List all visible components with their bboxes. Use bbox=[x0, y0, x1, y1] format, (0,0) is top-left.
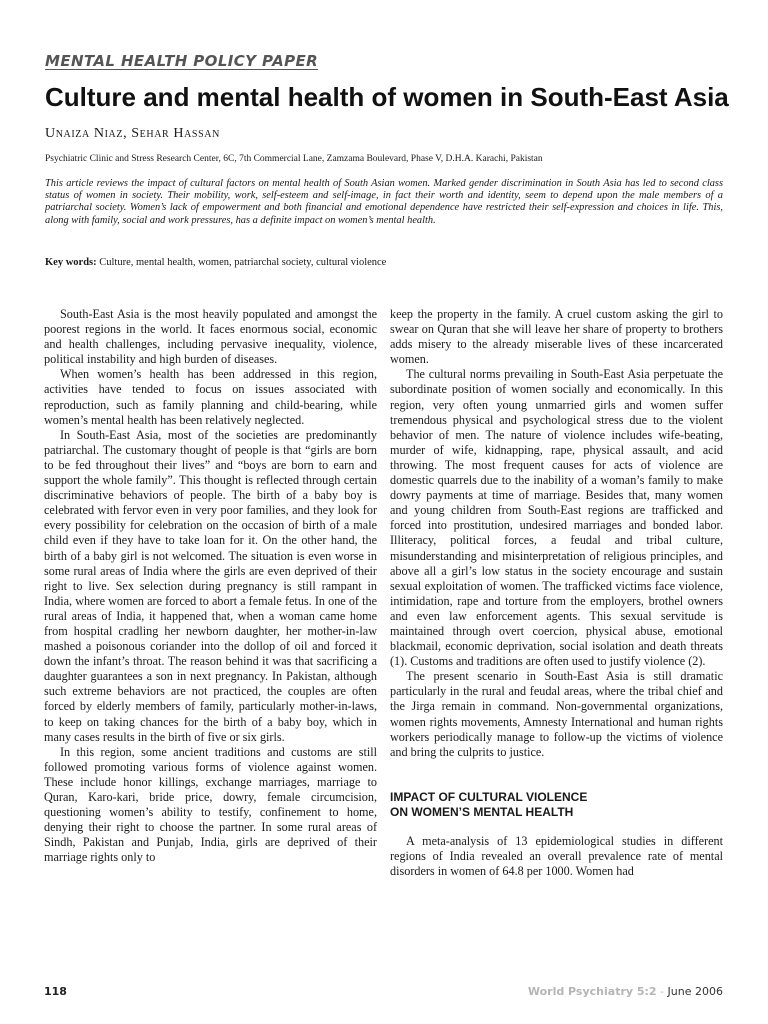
paragraph: The present scenario in South-East Asia is still dramatic particularly in the rural and feudal areas, where the tribal chief and the Jirga remain in command. Non-governmental organizations, women rights movements, Amnesty International and human rights workers periodically manage to follow-up the victims of violence and bring the culprits to justice. bbox=[390, 669, 723, 759]
paragraph: The cultural norms prevailing in South-East Asia perpetuate the subordinate position of women socially and economically. In this region, very often young unmarried girls and women suffer tremendous physical and psychological stress due to the violent behavior of men. The nature of violence includes wife-beating, murder of wife, kidnapping, rape, physical assault, and acid throwing. The most frequent causes for acts of violence are domestic quarrels due to the inability of a woman’s family to make dowry payments at time of marriage. Besides that, many women and young children from South-East regions are trafficked and forced into prostitution, undesired marriages and bonded labor. Illiteracy, political forces, a feudal and tribal culture, misunderstanding and misinterpretation of religious principles, and above all a girl’s low status in the society encourage and sustain sexual exploitation of women. The trafficked victims face violence, intimidation, rape and torture from the employers, brothel owners and even law enforcement agents. This sexual servitude is maintained through overt coercion, physical abuse, emotional blackmail, economic deprivation, social isolation and death threats (1). Customs and traditions are often used to justify violence (2). bbox=[390, 367, 723, 669]
footer-separator: - bbox=[656, 985, 668, 998]
body-column-left bbox=[44, 307, 377, 865]
affiliation: Psychiatric Clinic and Stress Research Center, 6C, 7th Commercial Lane, Zamzama Boulevard, Phase V, D.H.A. Karachi, Pakistan bbox=[45, 154, 543, 164]
keywords bbox=[45, 256, 735, 269]
paper-type-kicker: MENTAL HEALTH POLICY PAPER bbox=[45, 52, 319, 70]
paragraph: In South-East Asia, most of the societies are predominantly patriarchal. The customary thought of people is that “girls are born to be fed throughout their lives” and “boys are born to earn and support the whole family”. This thought is reflected through certain discriminative behaviors of people. The birth of a baby boy is celebrated with fervor even in very poor families, and they look for every possibility for celebration on the occasion of birth of a male child even if they have to take loan for it. On the other hand, the birth of a baby girl is not welcomed. The situation is even worse in some rural areas of India where the girls are even deprived of their right to live. Sex selection during pregnancy is still rampant in India, where women are forced to abort a female fetus. In one of the rural areas of India, it happened that, when a woman came home from hospital cradling her newborn daughter, her mother-in-law mashed a poisonous coriander into the dollop of oil and forced it down the infant’s throat. The reason behind it was that sacrificing a daughter guarantees a son in next pregnancy. In Pakistan, although such extreme behaviors are not practiced, the couples are often forced by elderly members of family, particularly mother-in-laws, to keep on taking chances for the birth of a baby boy, which in many cases results in the birth of five or six girls. bbox=[44, 427, 377, 744]
section-heading bbox=[390, 790, 723, 820]
authors: Unaiza Niaz, Sehar Hassan bbox=[45, 126, 220, 141]
keywords-label: Key words: bbox=[45, 257, 97, 268]
abstract: This article reviews the impact of cultural factors on mental health of South Asian women. Marked gender discrimination in South Asia has led to second class status of women in society. Their mobility, work, self-esteem and self-image, in fact their worth and identity, seem to depend upon the male members of a patriarchal society. Women’s lack of empowerment and both financial and emotional dependence have restricted their self-expression and choices in life. This, along with family, social and work pressures, has a definite impact on women’s mental health. bbox=[45, 178, 723, 226]
paragraph: A meta-analysis of 13 epidemiological studies in different regions of India revealed an overall prevalence rate of mental disorders in women of 64.8 per 1000. Women had bbox=[390, 833, 723, 878]
section-heading-line1: IMPACT OF CULTURAL VIOLENCE bbox=[390, 789, 588, 804]
page-number: 118 bbox=[44, 985, 67, 998]
body-column-right bbox=[390, 307, 723, 879]
paragraph: In this region, some ancient traditions and customs are still followed promoting various forms of violence against women. These include honor killings, exchange marriages, marriage to Quran, Karo-kari, bride price, dowry, female circumcision, questioning women’s ability to testify, confinement to home, denying their right to choose the partner. In some rural areas of Sindh, Pakistan and Punjab, India, girls are deprived of their marriage rights only to bbox=[44, 744, 377, 865]
paragraph: South-East Asia is the most heavily populated and amongst the poorest regions in the world. It faces enormous social, economic and health challenges, including pervasive inequality, violence, political instability and high burden of diseases. bbox=[44, 307, 377, 367]
journal-name: World Psychiatry 5:2 bbox=[527, 985, 657, 998]
journal-footer bbox=[528, 985, 723, 998]
keywords-text: Culture, mental health, women, patriarchal society, cultural violence bbox=[99, 257, 387, 268]
article-title: Culture and mental health of women in South-East Asia bbox=[45, 82, 729, 112]
issue-date: June 2006 bbox=[667, 985, 723, 998]
paragraph: When women’s health has been addressed in this region, activities have tended to focus on issues associated with reproduction, such as family planning and child-bearing, while women’s mental health has been relatively neglected. bbox=[44, 367, 377, 427]
section-heading-line2: ON WOMEN’S MENTAL HEALTH bbox=[390, 804, 574, 819]
paragraph-continued: keep the property in the family. A cruel custom asking the girl to swear on Quran that she will leave her share of property to brothers adds misery to the already miserable lives of these incarcerated women. bbox=[390, 307, 723, 367]
